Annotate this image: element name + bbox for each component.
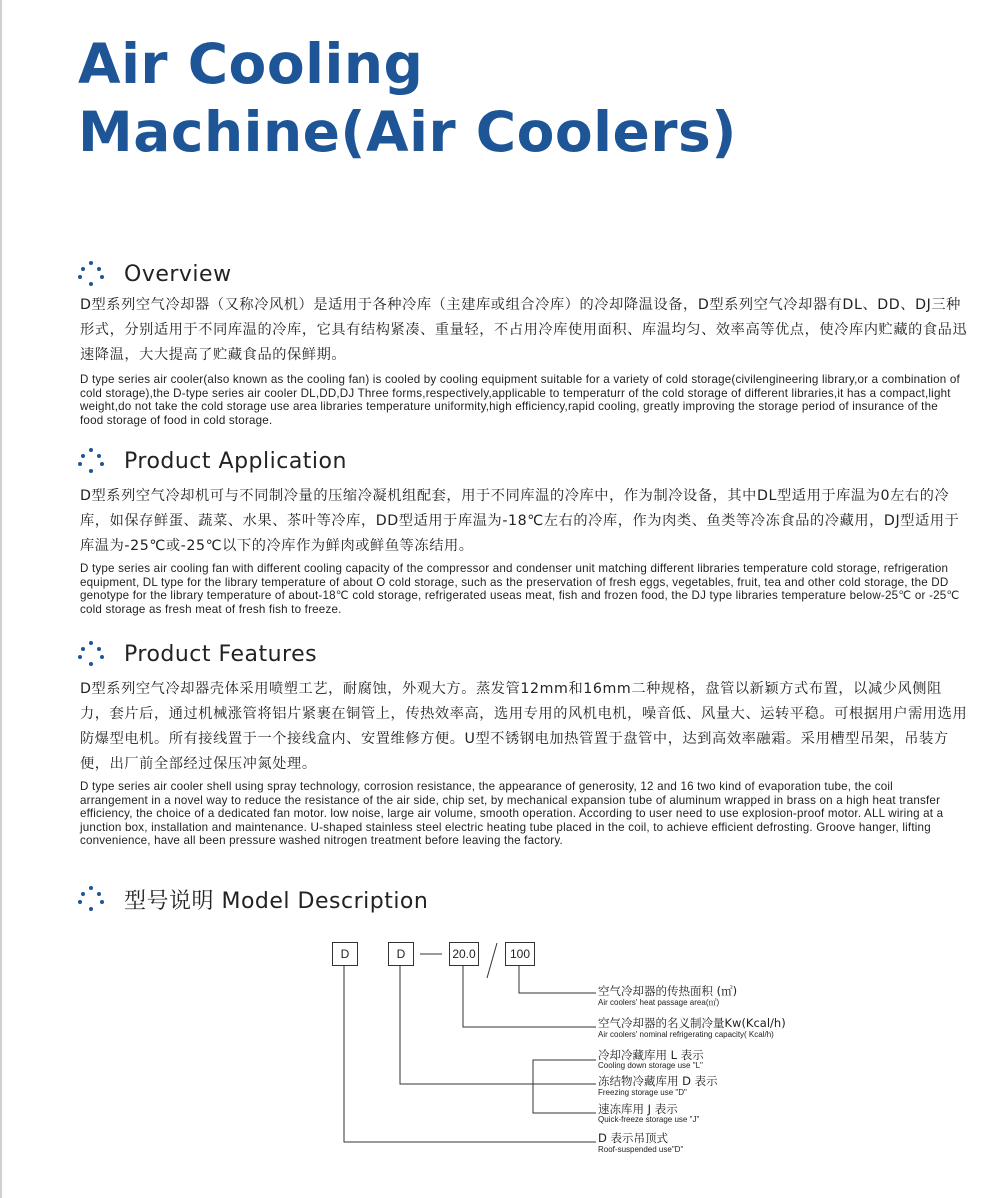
model-code-type-box: D <box>388 942 414 966</box>
label-roof-en: Roof-suspended use"D" <box>598 1145 684 1154</box>
overview-title: Overview <box>124 261 232 287</box>
model-code-series-box: D <box>332 942 358 966</box>
label-quickfreeze-en: Quick-freeze storage use "J" <box>598 1115 700 1124</box>
page-title-line-1: Air Cooling <box>78 32 424 96</box>
features-chinese-text: D型系列空气冷却器壳体采用喷塑工艺，耐腐蚀，外观大方。蒸发管12mm和16mm二种规格，盘管以新颖方式布置，以减少风侧阻力，套片后，通过机械涨管将铝片紧裹在铜管上，传热效率高，选用专用的风机电机，噪音低、风量大、运转平稳。可根据用户需用选用防爆型电机。所有接线置于一个接线盒内、安置维修方便。U型不锈钢电加热管置于盘管中，达到高效率融霜。采用槽型吊架，吊装方便，出厂前全部经过保压冲氮处理。 <box>80 681 968 772</box>
page-title-line-2: Machine(Air Coolers) <box>78 100 737 164</box>
model-code-area-box: 100 <box>505 942 535 966</box>
application-english-text: D type series air cooling fan with different cooling capacity of the compressor and condenser unit matching different libraries temperature cold storage, refrigeration equipment, DL type for the library temperature of about O cold storage, such as the preservation of fresh eggs, vegetables, fruit, tea and other cold storage, the DD genotype for the library temperature of about-18℃ cold storage, refrigerated useas meat, fish and frozen food, the DJ type libraries temperature below-25℃ or -25℃ cold storage as fresh meat of fresh fish to freeze. <box>80 562 960 616</box>
label-quickfreeze-cn: 速冻库用 J 表示 <box>598 1102 678 1116</box>
label-roof-cn: D 表示吊顶式 <box>598 1131 669 1145</box>
label-cooling-en: Cooling down storage use "L" <box>598 1061 703 1070</box>
application-title: Product Application <box>124 448 347 474</box>
label-area-cn: 空气冷却器的传热面积 (㎡) <box>598 984 738 998</box>
label-cooling-cn: 冷却冷藏库用 L 表示 <box>598 1048 704 1062</box>
features-title: Product Features <box>124 641 318 667</box>
label-capacity-en: Air coolers' nominal refrigerating capacity( Kcal/h) <box>598 1030 774 1039</box>
label-freezing-cn: 冻结物冷藏库用 D 表示 <box>598 1074 718 1088</box>
application-chinese-text: D型系列空气冷却机可与不同制冷量的压缩冷凝机组配套，用于不同库温的冷库中，作为制冷设备，其中DL型适用于库温为0左右的冷库，如保存鲜蛋、蔬菜、水果、茶叶等冷库，DD型适用于库温为-18℃左右的冷库，作为肉类、鱼类等冷冻食品的冷藏用，DJ型适用于库温为-25℃或-25℃以下的冷库作为鲜肉或鲜鱼等冻结用。 <box>80 488 960 554</box>
overview-chinese-text: D型系列空气冷却器（又称冷风机）是适用于各种冷库（主建库或组合冷库）的冷却降温设备，D型系列空气冷却器有DL、DD、DJ三种形式，分别适用于不同库温的冷库，它具有结构紧凑、重量轻，不占用冷库使用面积、库温均匀、效率高等优点，使冷库内贮藏的食品迅速降温，大大提高了贮藏食品的保鲜期。 <box>80 297 968 363</box>
model-code-capacity-box: 20.0 <box>449 942 479 966</box>
overview-english-text: D type series air cooler(also known as the cooling fan) is cooled by cooling equipment suitable for a variety of cold storage(civilengineering library,or a combination of cold storage),the D-type series air cooler DL,DD,DJ Three forms,respectively,applicable to temperaturr of the cold storage of different libraries,it has a compact,light weight,do not take the cold storage use area libraries temperature uniformity,high efficiency,rapid cooling, greatly improving the storage period of insurance of the food storage of food in cold storage. <box>80 373 960 427</box>
features-english-text: D type series air cooler shell using spray technology, corrosion resistance, the appearance of generosity, 12 and 16 two kind of evaporation tube, the coil arrangement in a novel way to reduce the resistance of the air side, chip set, by mechanical expansion tube of aluminum wrapped in brass on a high heat transfer efficiency, the choice of a dedicated fan motor. low noise, large air volume, smooth operation. According to user need to use explosion-proof motor. ALL wiring at a junction box, installation and maintenance. U-shaped stainless steel electric heating tube placed in the coil, to achieve efficient defrosting. Groove hanger, lifting convenience, have all been pressure washed nitrogen treatment before leaving the factory. <box>80 780 944 847</box>
label-freezing-en: Freezing storage use "D" <box>598 1088 687 1097</box>
label-area-en: Air coolers' heat passage area(㎡) <box>598 998 720 1007</box>
model-title: 型号说明 Model Description <box>124 888 429 914</box>
label-capacity-cn: 空气冷却器的名义制冷量Kw(Kcal/h) <box>598 1016 786 1030</box>
